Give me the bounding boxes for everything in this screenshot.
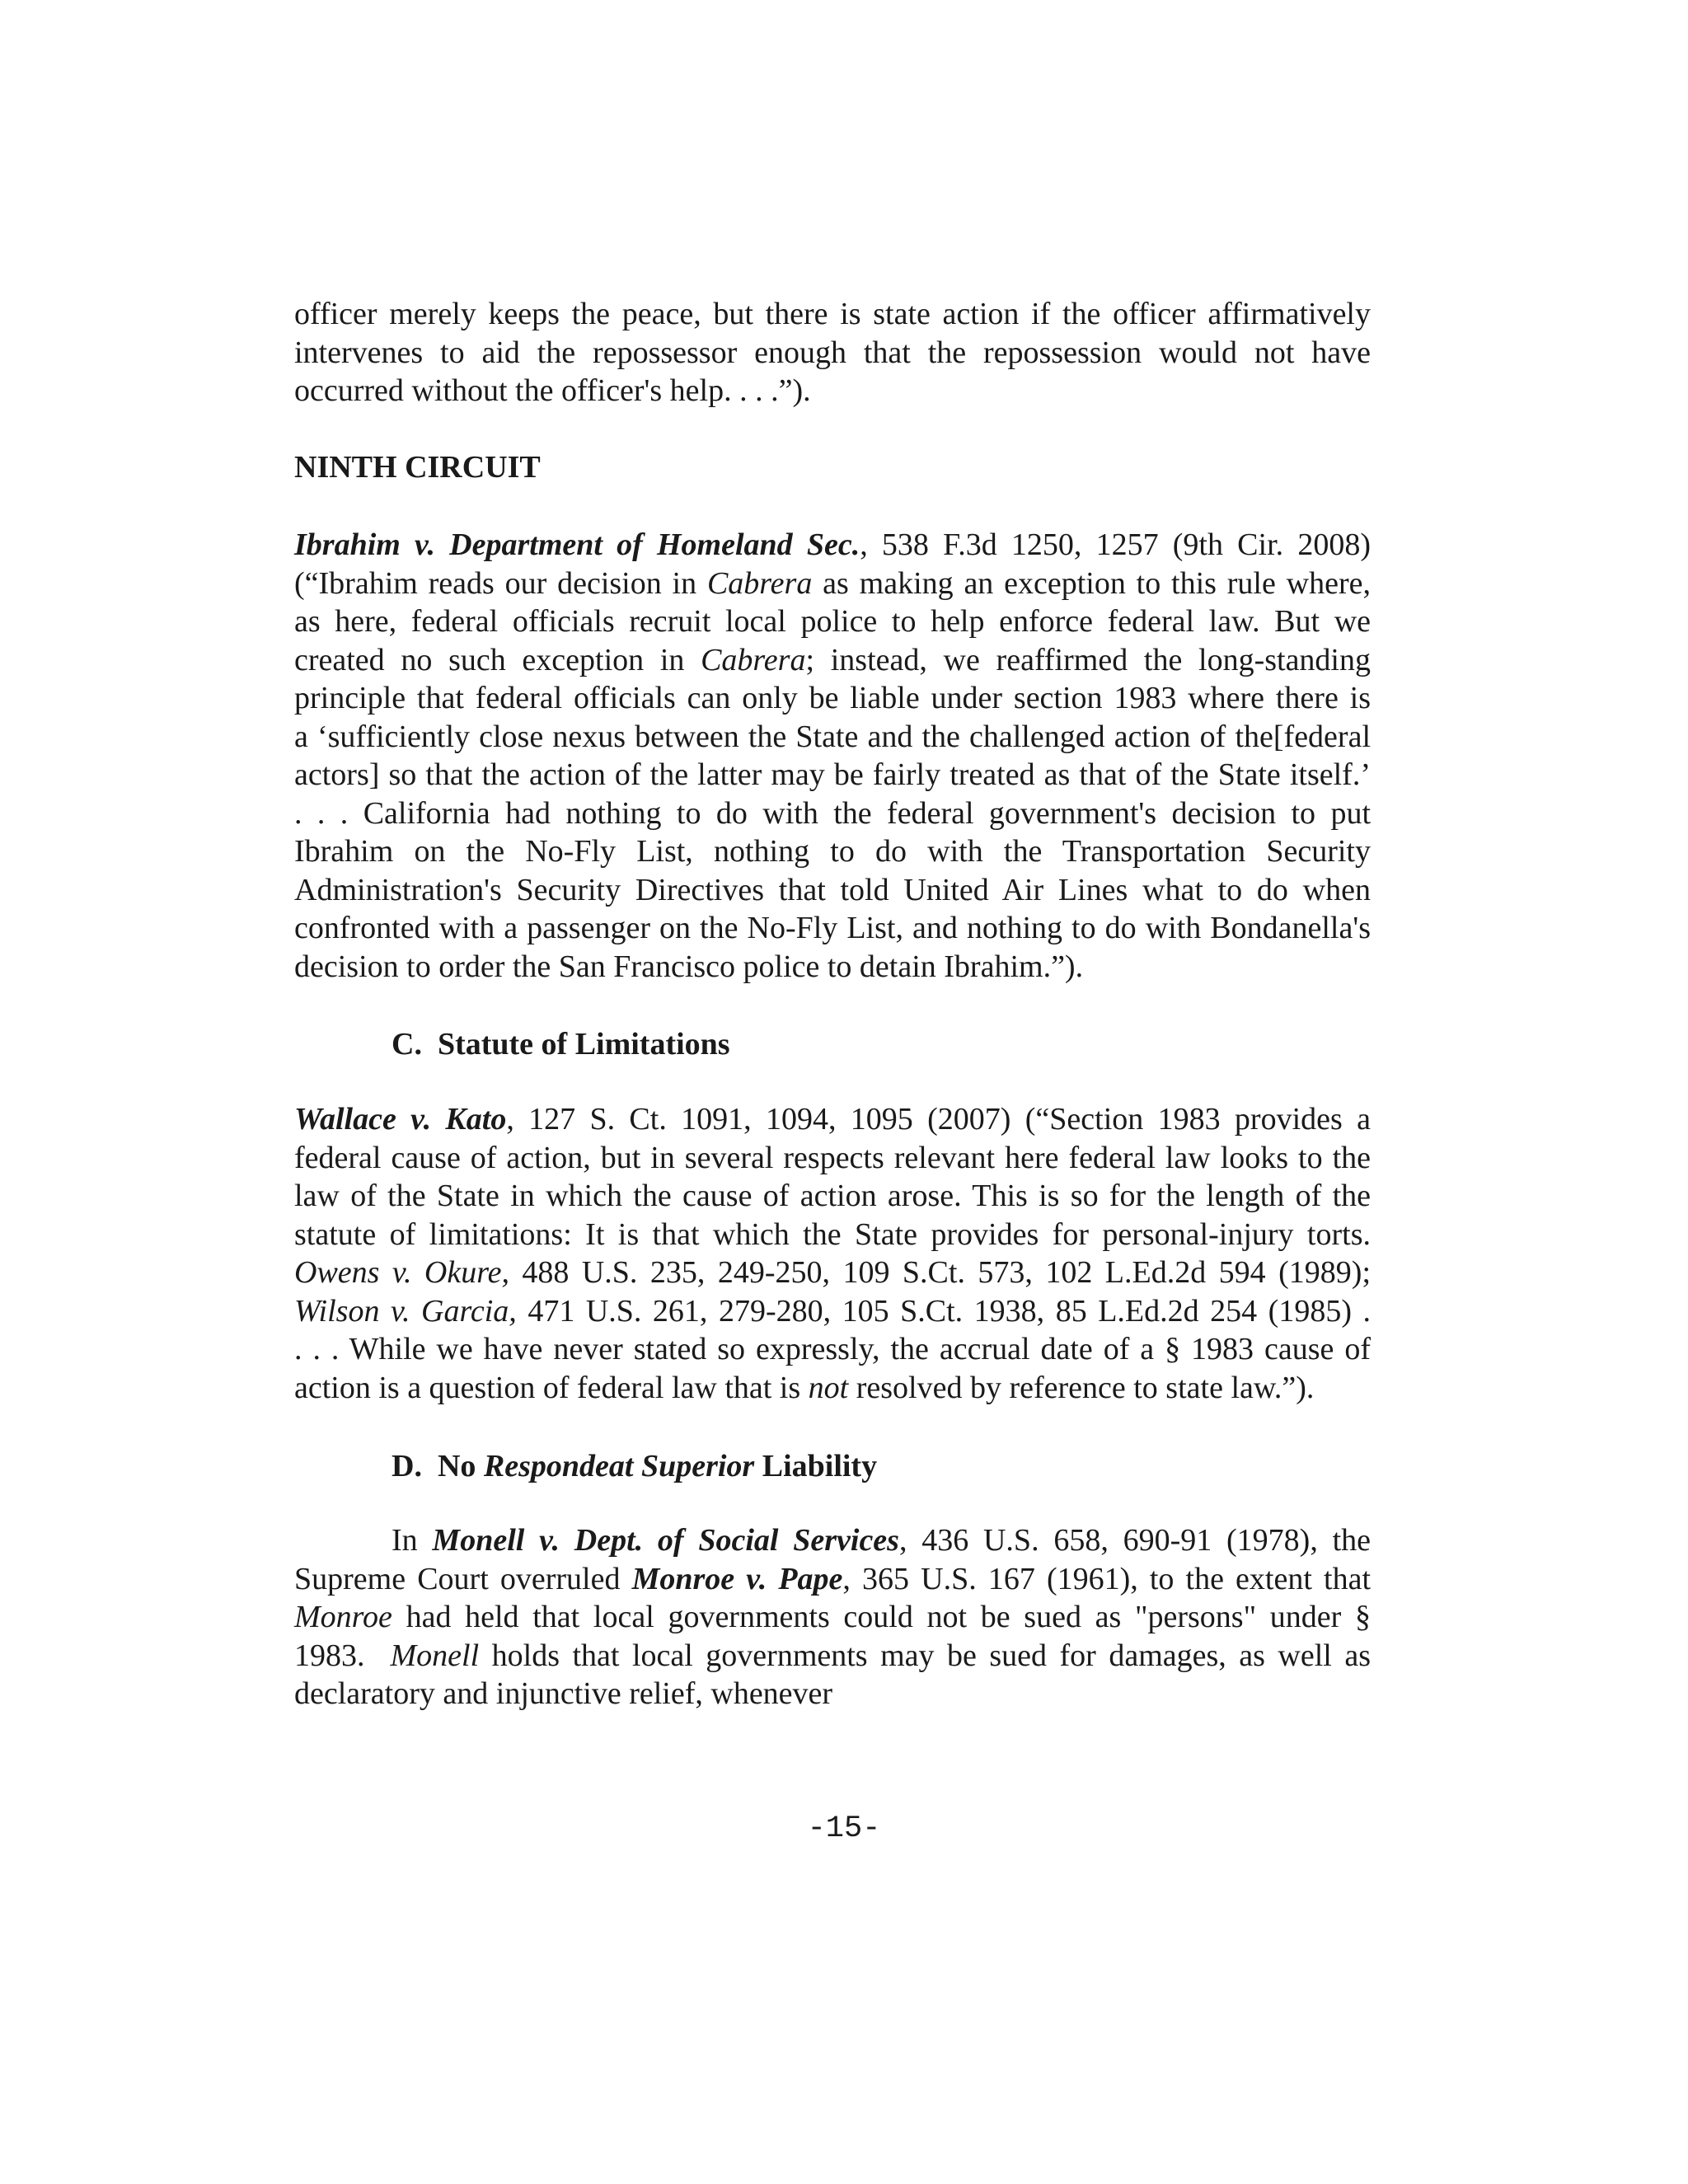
- text-line: [294, 1637, 1371, 1675]
- text-run: 1983.: [294, 1638, 391, 1673]
- text-run: , 436 U.S. 658, 690-91 (1978), the: [898, 1523, 1372, 1558]
- text-line: intervenes to aid the repossessor enough that the repossession would not have: [294, 335, 1371, 370]
- text-run: (“Ibrahim reads our decision in: [294, 565, 707, 601]
- text-line: [294, 1560, 1371, 1599]
- text-line: occurred without the officer's help. . . .”).: [294, 373, 811, 408]
- text-run: had held that local governments could not be sued as "persons" under §: [392, 1600, 1371, 1634]
- text-run: as making an exception to this rule where,: [812, 565, 1371, 601]
- text-line: statute of limitations: It is that which the State provides for personal-injury torts.: [294, 1216, 1371, 1252]
- text-run: 488 U.S. 235, 249-250, 109 S.Ct. 573, 102 L.Ed.2d 594 (1989);: [509, 1255, 1371, 1290]
- text-line: [294, 1598, 1371, 1637]
- text-line: [294, 641, 1371, 680]
- case-name: Monroe v. Pape: [631, 1561, 843, 1596]
- case-reference: Monell: [390, 1638, 480, 1673]
- text-line: [294, 1254, 1371, 1292]
- case-reference: Cabrera: [706, 565, 813, 601]
- case-name: Ibrahim v. Department of Homeland Sec.: [294, 527, 860, 562]
- emphasis: not: [808, 1370, 849, 1405]
- text-run: holds that local governments may be sued for damages, as well as: [479, 1638, 1371, 1673]
- text-run: resolved by reference to state law.”).: [848, 1370, 1315, 1405]
- text-run: action is a question of federal law that is: [294, 1370, 809, 1405]
- monell-paragraph: [294, 1521, 1371, 1713]
- text-line: a ‘sufficiently close nexus between the State and the challenged action of the[federal: [294, 719, 1371, 754]
- text-line: as here, federal officials recruit local police to help enforce federal law. But we: [294, 604, 1371, 639]
- text-line: Administration's Security Directives that told United Air Lines what to do when: [294, 872, 1371, 907]
- text-line: [294, 1100, 1371, 1139]
- text-run: , 365 U.S. 167 (1961), to the extent that: [842, 1561, 1372, 1596]
- text-line: [294, 526, 1371, 565]
- ninth-circuit-heading: NINTH CIRCUIT: [294, 450, 541, 485]
- text-run: 471 U.S. 261, 279-280, 105 S.Ct. 1938, 85 L.Ed.2d 254 (1985) .: [516, 1293, 1371, 1329]
- section-d-heading: [392, 1448, 877, 1484]
- wallace-paragraph: [294, 1100, 1371, 1407]
- case-name: Wallace v. Kato: [294, 1102, 507, 1137]
- text-run: Supreme Court overruled: [294, 1561, 632, 1596]
- text-line: officer merely keeps the peace, but there is state action if the officer affirmatively: [294, 297, 1371, 331]
- case-name: Monell v. Dept. of Social Services: [432, 1523, 899, 1558]
- text-run: , 127 S. Ct. 1091, 1094, 1095 (2007) (“Section 1983 provides a: [506, 1102, 1371, 1137]
- text-run: ; instead, we reaffirmed the long-standing: [805, 642, 1371, 677]
- text-line: . . . California had nothing to do with the federal government's decision to put: [294, 795, 1371, 831]
- text-line: [294, 1292, 1371, 1331]
- intro-paragraph: [294, 295, 1371, 410]
- text-line: law of the State in which the cause of action arose. This is so for the length of the: [294, 1179, 1371, 1213]
- text-line: [294, 1521, 1371, 1560]
- text-run: D. No: [392, 1449, 484, 1483]
- case-reference: Cabrera: [701, 642, 806, 677]
- text-line: federal cause of action, but in several respects relevant here federal law looks to the: [294, 1140, 1371, 1175]
- text-run: Liability: [754, 1449, 878, 1483]
- emphasis: Respondeat Superior: [483, 1449, 755, 1483]
- text-line: [294, 1369, 1371, 1408]
- text-line: [294, 565, 1371, 603]
- text-line: confronted with a passenger on the No-Fly List, and nothing to do with Bondanella's: [294, 911, 1371, 945]
- text-run: In: [392, 1523, 433, 1558]
- text-line: Ibrahim on the No-Fly List, nothing to do with the Transportation Security: [294, 834, 1371, 869]
- text-line: principle that federal officials can only be liable under section 1983 where there is: [294, 681, 1371, 715]
- text-line: . . . While we have never stated so expressly, the accrual date of a § 1983 cause of: [294, 1332, 1371, 1366]
- text-line: declaratory and injunctive relief, whenever: [294, 1676, 833, 1711]
- case-reference: Wilson v. Garcia,: [294, 1293, 517, 1329]
- case-reference: Owens v. Okure,: [294, 1255, 509, 1290]
- ibrahim-paragraph: [294, 526, 1371, 986]
- text-line: actors] so that the action of the latter may be fairly treated as that of the State itself.’: [294, 757, 1371, 792]
- text-run: created no such exception in: [294, 642, 701, 677]
- citation: , 538 F.3d 1250, 1257 (9th Cir. 2008): [860, 527, 1371, 562]
- page-number: -15-: [807, 1811, 881, 1846]
- section-c-heading: C. Statute of Limitations: [392, 1027, 730, 1062]
- text-line: decision to order the San Francisco police to detain Ibrahim.”).: [294, 949, 1084, 984]
- case-reference: Monroe: [294, 1600, 392, 1634]
